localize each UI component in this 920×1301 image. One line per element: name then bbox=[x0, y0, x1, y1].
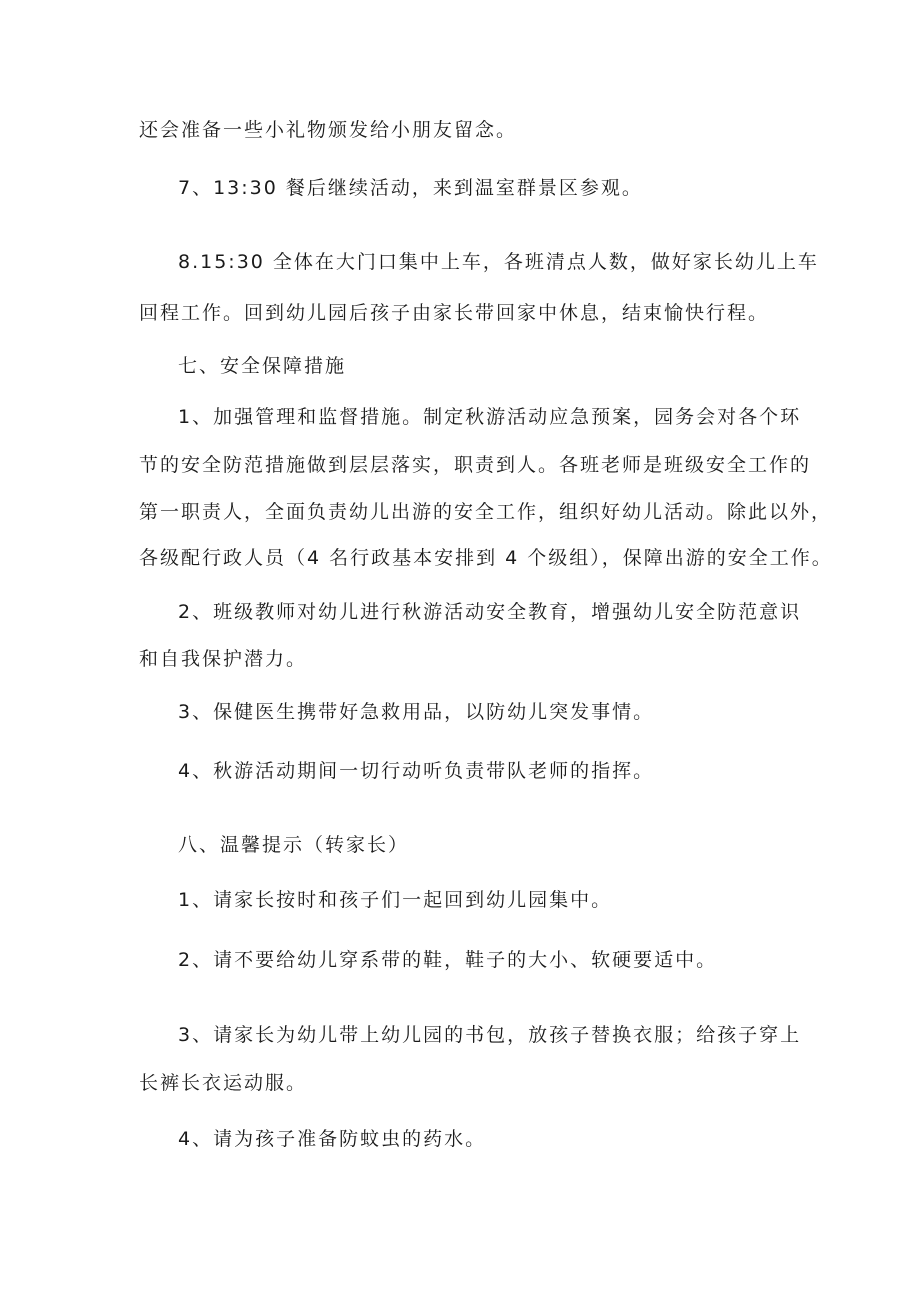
text-line-item-8-cont: 回程工作。回到幼儿园后孩子由家长带回家中休息，结束愉快行程。 bbox=[139, 302, 770, 324]
text-line-item-8: 8.15:30 全体在大门口集中上车，各班清点人数，做好家长幼儿上车 bbox=[178, 251, 819, 273]
section-heading-safety: 七、安全保障措施 bbox=[178, 355, 347, 377]
section-heading-tips: 八、温馨提示（转家长） bbox=[178, 834, 410, 856]
text-line-safety-2-cont: 和自我保护潜力。 bbox=[139, 648, 308, 670]
text-line-tip-2: 2、请不要给幼儿穿系带的鞋，鞋子的大小、软硬要适中。 bbox=[178, 949, 718, 971]
text-line-continuation: 还会准备一些小礼物颁发给小朋友留念。 bbox=[139, 119, 518, 141]
text-line-safety-1: 1、加强管理和监督措施。制定秋游活动应急预案，园务会对各个环 bbox=[178, 406, 802, 428]
text-line-tip-3: 3、请家长为幼儿带上幼儿园的书包，放孩子替换衣服；给孩子穿上 bbox=[178, 1024, 802, 1046]
text-line-tip-4: 4、请为孩子准备防蚊虫的药水。 bbox=[178, 1128, 487, 1150]
text-line-safety-2: 2、班级教师对幼儿进行秋游活动安全教育，增强幼儿安全防范意识 bbox=[178, 601, 802, 623]
text-line-safety-1-cont: 节的安全防范措施做到层层落实，职责到人。各班老师是班级安全工作的 bbox=[139, 454, 812, 476]
text-line-tip-3-cont: 长裤长衣运动服。 bbox=[139, 1072, 308, 1094]
text-line-item-7: 7、13:30 餐后继续活动，来到温室群景区参观。 bbox=[178, 177, 643, 199]
text-line-safety-3: 3、保健医生携带好急救用品，以防幼儿突发事情。 bbox=[178, 701, 655, 723]
text-line-tip-1: 1、请家长按时和孩子们一起回到幼儿园集中。 bbox=[178, 889, 613, 911]
text-line-safety-4: 4、秋游活动期间一切行动听负责带队老师的指挥。 bbox=[178, 760, 655, 782]
text-line-safety-1-cont: 第一职责人，全面负责幼儿出游的安全工作，组织好幼儿活动。除此以外， bbox=[139, 501, 833, 523]
text-line-safety-1-cont: 各级配行政人员（4 名行政基本安排到 4 个级组），保障出游的安全工作。 bbox=[139, 547, 833, 569]
